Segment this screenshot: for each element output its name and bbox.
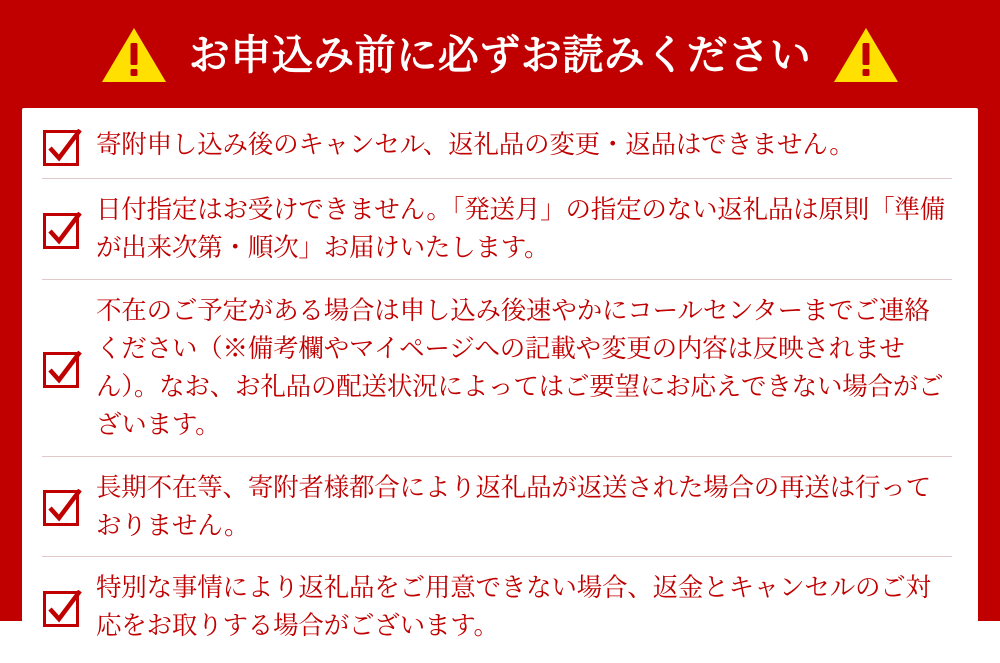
- list-item: [42, 114, 952, 179]
- warning-triangle-icon: [101, 26, 167, 84]
- checkbox-checked-icon: [42, 590, 82, 628]
- notice-header: [22, 18, 978, 92]
- list-item: [42, 179, 952, 280]
- list-item: [42, 557, 952, 657]
- list-item-text: 特別な事情により返礼品をご用意できない場合、返金とキャンセルのご対応をお取りする場合がございます。: [96, 574, 931, 641]
- warning-triangle-icon: [833, 26, 899, 84]
- list-item-text: 日付指定はお受けできません。「発送月」の指定のない返礼品は原則「準備が出来次第・順次」お届けいたします。: [96, 196, 945, 263]
- checkbox-checked-icon: [42, 351, 82, 389]
- list-item-text: 長期不在等、寄附者様都合により返礼品が返送された場合の再送は行っておりません。: [96, 473, 931, 540]
- list-item-text: 寄附申し込み後のキャンセル、返礼品の変更・返品はできません。: [96, 131, 855, 159]
- checkbox-checked-icon: [42, 489, 82, 527]
- page-title: お申込み前に必ずお読みください: [188, 31, 812, 78]
- list-item: [42, 280, 952, 457]
- notice-list: [22, 108, 978, 663]
- checkbox-checked-icon: [42, 212, 82, 250]
- checkbox-checked-icon: [42, 129, 82, 167]
- list-item: [42, 457, 952, 558]
- list-item-text: 不在のご予定がある場合は申し込み後速やかにコールセンターまでご連絡ください（※備考欄やマイページへの記載や変更の内容は反映されません）。なお、お礼品の配送状況によってはご要望にお応えできない場合がございます。: [96, 296, 944, 440]
